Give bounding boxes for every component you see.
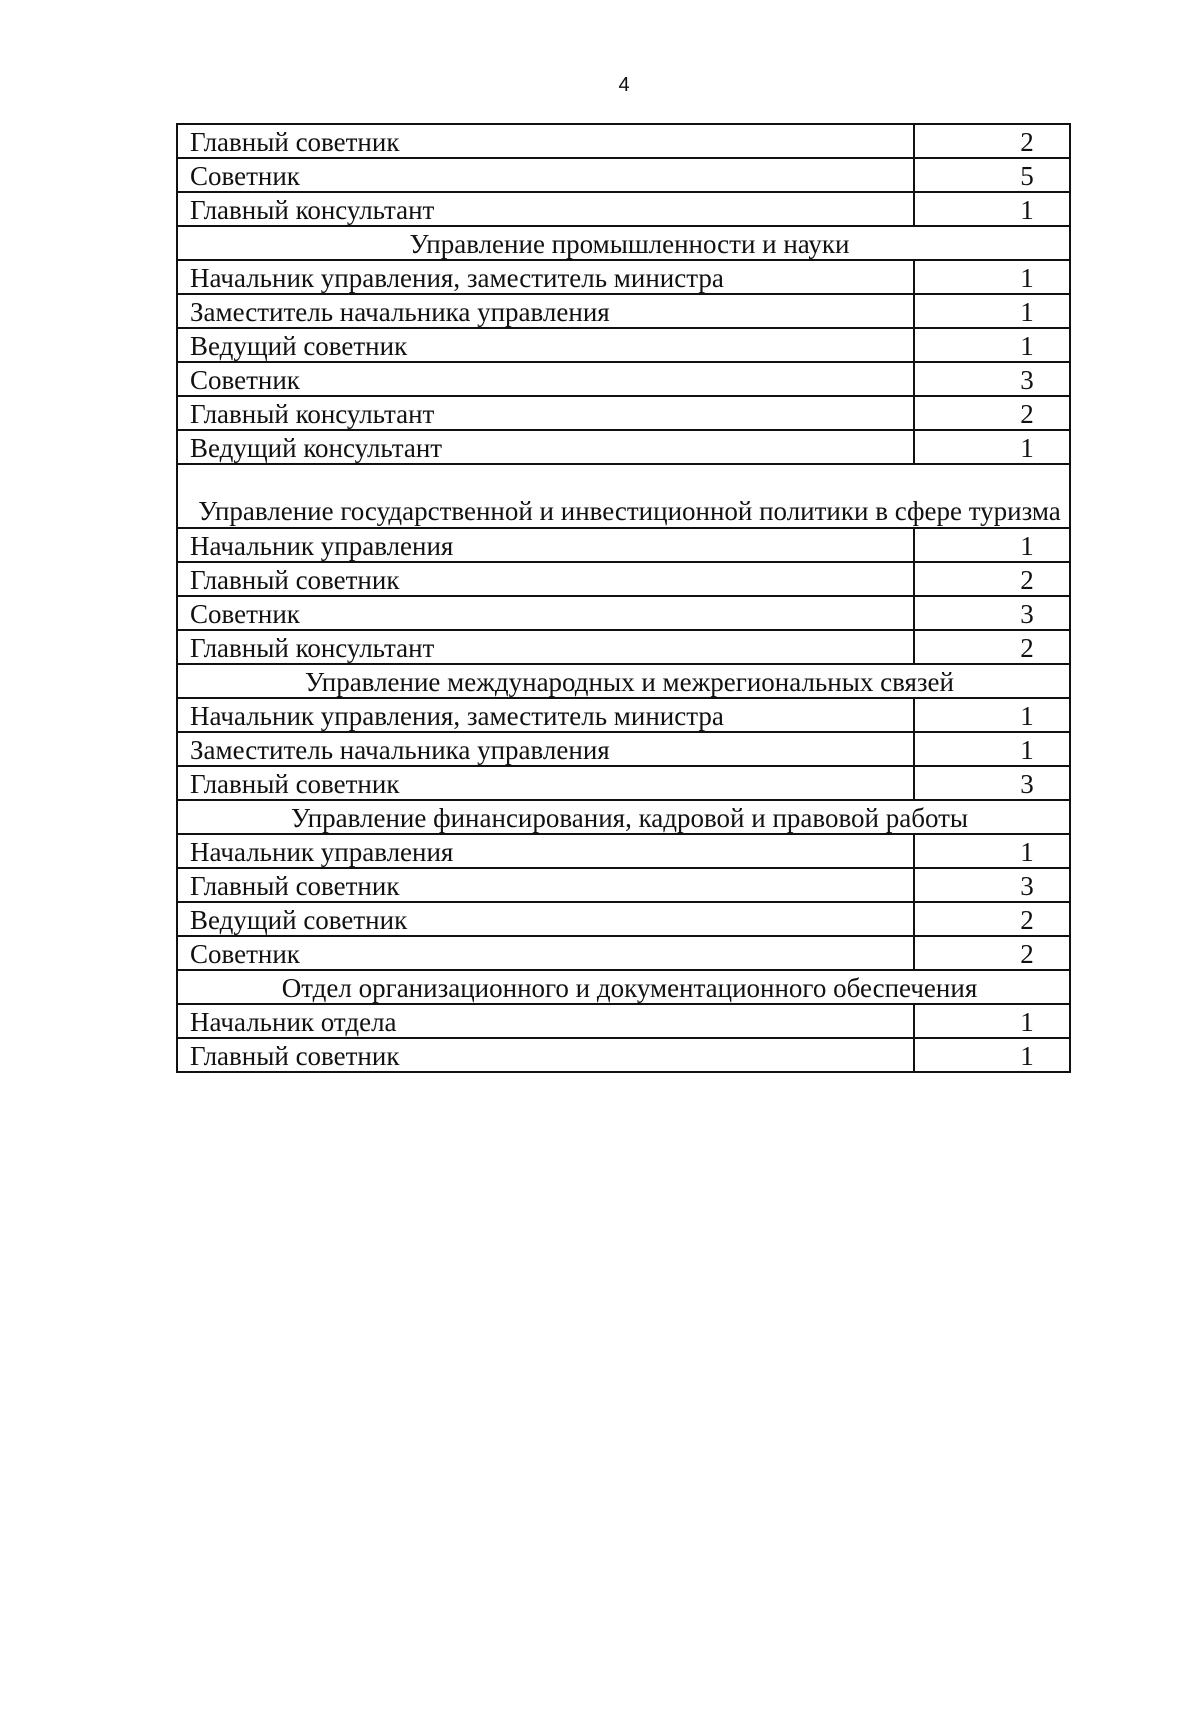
count-cell [914, 630, 1070, 664]
table-row [177, 630, 1070, 664]
count-cell [914, 124, 1070, 158]
count-value: 2 [1020, 939, 1034, 969]
table-row [177, 936, 1070, 970]
section-title: Управление промышленности и науки [177, 226, 1070, 260]
section-title: Управление финансирования, кадровой и правовой работы [177, 800, 1070, 834]
count-cell [914, 294, 1070, 328]
count-value: 3 [1020, 599, 1034, 629]
section-header-row [177, 970, 1070, 1004]
count-value: 1 [1020, 837, 1034, 867]
count-value: 1 [1020, 195, 1034, 225]
table-row [177, 396, 1070, 430]
section-header-row [177, 464, 1070, 528]
table-row [177, 294, 1070, 328]
table-row [177, 1038, 1070, 1072]
count-value: 3 [1020, 365, 1034, 395]
table-row [177, 698, 1070, 732]
count-value: 2 [1020, 565, 1034, 595]
position-cell: Советник [177, 596, 914, 630]
table-row [177, 766, 1070, 800]
count-cell [914, 528, 1070, 562]
position-cell: Ведущий советник [177, 328, 914, 362]
position-cell: Начальник управления, заместитель министра [177, 698, 914, 732]
position-cell: Главный консультант [177, 630, 914, 664]
position-cell: Главный советник [177, 562, 914, 596]
count-value: 3 [1020, 769, 1034, 799]
position-cell: Главный советник [177, 766, 914, 800]
table-row [177, 362, 1070, 396]
count-cell [914, 430, 1070, 464]
count-value: 1 [1020, 433, 1034, 463]
table-row [177, 430, 1070, 464]
count-cell [914, 158, 1070, 192]
section-title: Отдел организационного и документационного обеспечения [177, 970, 1070, 1004]
table-row [177, 834, 1070, 868]
count-value: 2 [1020, 905, 1034, 935]
position-cell: Начальник отдела [177, 1004, 914, 1038]
position-cell: Заместитель начальника управления [177, 294, 914, 328]
count-cell [914, 1038, 1070, 1072]
position-cell: Начальник управления, заместитель министра [177, 260, 914, 294]
position-cell: Главный консультант [177, 396, 914, 430]
count-cell [914, 562, 1070, 596]
count-value: 1 [1020, 1007, 1034, 1037]
table-row [177, 868, 1070, 902]
position-cell: Главный советник [177, 124, 914, 158]
position-cell: Советник [177, 158, 914, 192]
count-value: 1 [1020, 735, 1034, 765]
count-value: 1 [1020, 331, 1034, 361]
count-value: 1 [1020, 263, 1034, 293]
count-value: 5 [1020, 161, 1034, 191]
table-row [177, 260, 1070, 294]
count-cell [914, 766, 1070, 800]
table-row [177, 562, 1070, 596]
staff-positions-table [176, 123, 1071, 1073]
count-cell [914, 902, 1070, 936]
section-header-row [177, 664, 1070, 698]
count-cell [914, 868, 1070, 902]
section-title: Управление международных и межрегиональных связей [177, 664, 1070, 698]
position-cell: Главный консультант [177, 192, 914, 226]
count-value: 1 [1020, 1041, 1034, 1071]
position-cell: Советник [177, 936, 914, 970]
position-cell: Советник [177, 362, 914, 396]
count-value: 2 [1020, 127, 1034, 157]
count-cell [914, 396, 1070, 430]
count-cell [914, 192, 1070, 226]
count-cell [914, 732, 1070, 766]
count-value: 1 [1020, 297, 1034, 327]
table-row [177, 1004, 1070, 1038]
table-row [177, 902, 1070, 936]
count-value: 2 [1020, 399, 1034, 429]
count-cell [914, 1004, 1070, 1038]
count-cell [914, 328, 1070, 362]
count-cell [914, 260, 1070, 294]
count-value: 2 [1020, 633, 1034, 663]
section-title: Управление государственной и инвестиционной политики в сфере туризма [177, 464, 1070, 528]
position-cell: Главный советник [177, 1038, 914, 1072]
count-cell [914, 596, 1070, 630]
table-row [177, 528, 1070, 562]
table-row [177, 124, 1070, 158]
position-cell: Начальник управления [177, 834, 914, 868]
position-cell: Главный советник [177, 868, 914, 902]
count-cell [914, 698, 1070, 732]
table-row [177, 732, 1070, 766]
count-value: 1 [1020, 701, 1034, 731]
count-value: 3 [1020, 871, 1034, 901]
count-cell [914, 362, 1070, 396]
count-value: 1 [1020, 531, 1034, 561]
count-cell [914, 936, 1070, 970]
table-row [177, 596, 1070, 630]
page-number: 4 [618, 74, 630, 96]
table-body [177, 124, 1070, 1072]
position-cell: Ведущий советник [177, 902, 914, 936]
position-cell: Заместитель начальника управления [177, 732, 914, 766]
position-cell: Ведущий консультант [177, 430, 914, 464]
table-row [177, 328, 1070, 362]
position-cell: Начальник управления [177, 528, 914, 562]
section-header-row [177, 226, 1070, 260]
count-cell [914, 834, 1070, 868]
section-header-row [177, 800, 1070, 834]
table-row [177, 158, 1070, 192]
table-row [177, 192, 1070, 226]
